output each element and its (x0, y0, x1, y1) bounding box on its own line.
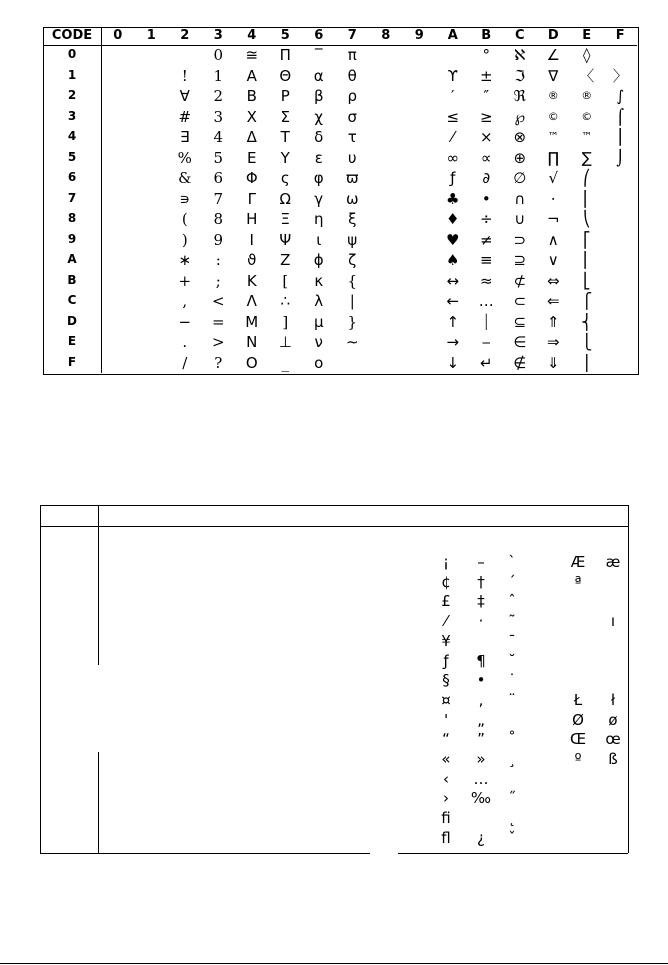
column-header: F (615, 28, 625, 43)
table-cell: | (349, 292, 355, 310)
table-cell: ∪ (514, 210, 526, 228)
table2-cell: Œ (569, 730, 587, 749)
row-header: 0 (67, 47, 77, 61)
table-cell: ⊥ (278, 333, 292, 351)
column-header: 5 (280, 28, 290, 43)
table-cell: ↑ (446, 312, 460, 331)
table-cell: φ (313, 169, 324, 187)
table-cell: # (178, 107, 192, 126)
table-cell: = (211, 312, 225, 331)
table-cell: Ψ (279, 230, 292, 249)
table-cell: Σ (280, 107, 290, 126)
table-cell: Η (246, 210, 258, 228)
table2-cell: º (574, 750, 582, 768)
table2-cell: ª (574, 572, 582, 591)
table-cell: η (313, 210, 324, 228)
table-cell: 3 (213, 107, 224, 126)
table-cell: [ (282, 271, 289, 290)
table-cell: ″ (483, 87, 490, 105)
table-cell: 9 (213, 230, 224, 249)
table-cell: 〈 (579, 66, 595, 85)
table2-cell: Ł (573, 690, 583, 709)
table2-cell: ‰ (470, 789, 492, 808)
table2-cell: „ (477, 710, 485, 729)
table-cell: κ (314, 271, 324, 290)
row-header: 9 (67, 231, 77, 246)
row-header: 8 (67, 211, 77, 225)
table2-cell: ¥ (441, 631, 451, 650)
table-cell: ⊃ (513, 230, 527, 249)
table2-cell: ¯ (508, 631, 516, 650)
table-cell: ∫ (616, 87, 625, 105)
table-cell: ∉ (513, 353, 527, 372)
table-cell: 8 (213, 210, 224, 228)
column-header: 1 (146, 28, 156, 43)
table-cell: ϑ (247, 251, 257, 269)
table-cell: ⇐ (546, 292, 560, 310)
table-cell: ∃ (180, 128, 190, 146)
table-cell: Α (246, 66, 257, 85)
table-cell: ∈ (513, 333, 527, 351)
table-cell: ω (345, 189, 359, 208)
table-cell: δ (314, 128, 324, 146)
table2-cell: ¶ (476, 651, 486, 670)
table-cell: Κ (246, 271, 257, 290)
table-cell: ⊇ (513, 251, 527, 269)
table-cell: ⎮ (616, 128, 625, 146)
table-cell: ⎯ (482, 333, 490, 351)
table-cell: Β (246, 87, 257, 105)
table-cell: θ (347, 66, 357, 85)
table-cell: 2 (213, 87, 224, 105)
table-cell: Ω (279, 189, 291, 208)
table-cell: ◊ (583, 46, 591, 64)
table2-bottom-rule-left (40, 853, 370, 854)
table-cell: ≥ (479, 107, 493, 126)
table-cell: Δ (246, 128, 257, 146)
table-cell: ϒ (447, 66, 458, 85)
table-cell: Χ (246, 107, 257, 126)
table-cell: ° (482, 46, 490, 64)
column-header: A (447, 28, 458, 43)
table-cell: ⁄ (451, 128, 454, 146)
table-cell: ⇓ (546, 353, 560, 372)
row-header: A (67, 252, 77, 266)
table-cell: ↵ (479, 353, 493, 372)
column-header: 4 (247, 28, 257, 43)
table-cell: ⎨ (581, 312, 593, 331)
table-cell: ⊄ (513, 271, 527, 290)
table2-top-rule (40, 505, 628, 506)
table-cell: / (182, 353, 188, 372)
table-cell: & (178, 169, 192, 187)
table-cell: ψ (347, 230, 358, 249)
table-cell: ⎛ (583, 169, 591, 187)
table2-cell: ˇ (508, 828, 516, 847)
table-cell: Τ (280, 128, 290, 146)
table-cell: ⎣ (583, 271, 591, 290)
table-cell: ÷ (479, 210, 493, 228)
table-cell: × (479, 128, 493, 146)
table-cell: χ (314, 107, 324, 126)
table2-cell: ł (610, 690, 616, 709)
column-header: 0 (113, 28, 123, 43)
table-cell: ♦ (446, 210, 460, 228)
table-cell: Φ (245, 169, 258, 187)
table-cell: ρ (347, 87, 358, 105)
table-cell: ∴ (280, 292, 291, 310)
code-header: CODE (51, 28, 93, 43)
label-column-rule (101, 27, 102, 373)
table-cell: ♥ (446, 230, 460, 249)
table-cell: ϖ (345, 169, 359, 187)
table2-cell: “ (442, 730, 450, 749)
page-bottom-rule (0, 963, 668, 964)
table-cell: ™ (581, 130, 593, 143)
column-header: 6 (314, 28, 324, 43)
table-cell: ∑ (581, 148, 592, 167)
row-header: D (67, 313, 77, 328)
table-cell: ⎝ (583, 210, 591, 228)
table2-cell: £ (441, 592, 451, 611)
table-cell: … (478, 292, 494, 310)
table-cell: ± (479, 66, 493, 85)
table-cell: ⇒ (546, 333, 560, 351)
table-cell: < (211, 292, 225, 310)
column-header: D (547, 28, 559, 43)
table-cell: ↔ (446, 271, 460, 290)
table-cell: ∅ (513, 169, 527, 187)
table-cell: ™ (547, 130, 559, 143)
table-cell: ℘ (514, 107, 525, 126)
table2-cell: … (473, 769, 489, 788)
table-cell: β (313, 87, 324, 105)
table-cell: ® (581, 89, 593, 102)
table-cell: ⎢ (583, 251, 591, 269)
table2-cell: † (477, 572, 485, 591)
table-cell: ′ (451, 87, 455, 105)
table-cell: ≠ (479, 230, 493, 249)
table-cell: , (182, 292, 188, 310)
table-cell: ⌠ (616, 107, 625, 126)
table-cell: ξ (348, 210, 357, 228)
table-cell: . (182, 333, 188, 351)
table-cell: 1 (213, 66, 224, 85)
table2-right-rule (628, 505, 629, 853)
table-cell: ⊕ (513, 148, 527, 167)
table-cell: 5 (213, 148, 224, 167)
table-cell: ∀ (179, 87, 190, 105)
table-cell: ♣ (446, 189, 460, 208)
table-cell: ⎩ (581, 333, 593, 351)
table-cell: ¬ (546, 210, 560, 228)
table-cell: % (177, 148, 192, 167)
table-cell: Ο (245, 353, 258, 372)
table-cell: ο (314, 353, 324, 372)
table-cell: ⇔ (546, 271, 560, 290)
table-cell: Π (279, 46, 291, 64)
column-header: B (481, 28, 492, 43)
table2-cell: ‹ (443, 769, 449, 788)
table-cell: Μ (245, 312, 259, 331)
table-cell: Ρ (280, 87, 290, 105)
table2-cell: ƒ (443, 651, 449, 670)
table-cell: { (347, 271, 358, 290)
table-cell: + (178, 271, 192, 290)
row-header: 3 (67, 108, 77, 123)
table-cell: ! (181, 66, 188, 85)
table-cell: Ξ (280, 210, 290, 228)
table-cell: 7 (213, 189, 224, 208)
table-cell: ℵ (514, 46, 526, 64)
table-cell: 4 (213, 128, 224, 146)
table-cell: ∠ (546, 46, 560, 64)
table-cell: ⎪ (581, 353, 593, 372)
table-cell: ℜ (513, 87, 526, 105)
table-cell: → (446, 333, 460, 351)
table-cell: } (347, 312, 358, 331)
table-cell: _ (281, 353, 289, 372)
row-header: B (67, 272, 77, 287)
table2-cell: ¡ (442, 553, 449, 571)
column-header: 7 (347, 28, 357, 43)
table-cell: ⇑ (546, 312, 560, 331)
table-cell: ≈ (479, 271, 493, 290)
table2-cell: ø (608, 710, 618, 729)
table-cell: ⌡ (616, 148, 625, 167)
table2-cell: ˆ (508, 592, 516, 611)
table2-cell: ˙ (508, 671, 516, 690)
table-cell: ∩ (514, 189, 526, 208)
row-header: E (67, 334, 77, 348)
table-cell: ( (181, 210, 188, 228)
row-header: 5 (67, 149, 77, 164)
table-cell: Ζ (280, 251, 291, 269)
table-cell: ? (214, 353, 223, 372)
table2-cell: ` (508, 553, 516, 571)
table-cell: ; (215, 271, 221, 290)
table2-bottom-rule-right (398, 853, 628, 854)
table2-cell: – (477, 553, 485, 571)
table-cell: υ (347, 148, 357, 167)
column-header: 2 (180, 28, 190, 43)
table-cell: ⊗ (513, 128, 527, 146)
table-cell: Γ (247, 189, 256, 208)
table-cell: π (347, 46, 357, 64)
table2-cell: æ (605, 553, 621, 571)
row-header: 2 (67, 88, 77, 102)
table2-cell: Æ (570, 553, 586, 571)
table2-cell: ˝ (508, 789, 516, 808)
table-cell: ) (181, 230, 188, 249)
table-cell: λ (314, 292, 324, 310)
table-cell: • (481, 189, 491, 208)
table-cell: ⎧ (581, 292, 593, 310)
column-header: E (582, 28, 592, 43)
table-cell: γ (314, 189, 324, 208)
table2-cell: , (478, 690, 484, 709)
column-header: 3 (213, 28, 223, 43)
table2-cell: ¿ (477, 828, 485, 847)
table-cell: 〉 (612, 66, 628, 85)
table-cell: √ (548, 169, 559, 187)
table-cell: ≅ (245, 46, 259, 64)
table2-header-rule (40, 526, 628, 527)
row-header: 1 (67, 67, 77, 82)
table2-cell: » (476, 750, 486, 768)
table2-cell: · (478, 612, 484, 631)
table-cell: − (178, 312, 192, 331)
column-header: C (514, 28, 525, 43)
table-cell: ∞ (446, 148, 459, 167)
table-cell: ⊆ (513, 312, 527, 331)
table-cell: ∼ (345, 333, 359, 351)
table-cell: ] (282, 312, 289, 331)
table2-cell: ¤ (441, 690, 451, 709)
table-cell: ↓ (446, 353, 460, 372)
column-header: 9 (414, 28, 424, 43)
table-cell: ≡ (479, 251, 493, 269)
table2-cell: œ (605, 730, 621, 749)
table-cell: τ (347, 128, 357, 146)
column-header: 8 (381, 28, 391, 43)
table-cell: ‾ (315, 46, 323, 64)
table-cell: σ (347, 107, 357, 126)
table-cell: ∗ (178, 251, 192, 269)
table-cell: Ι (249, 230, 254, 249)
row-header: 6 (67, 170, 77, 184)
table2-cell: « (441, 750, 451, 768)
table-cell: ε (314, 148, 323, 167)
table2-cell: ß (608, 750, 618, 768)
table-cell: Θ (279, 66, 292, 85)
table2-cell: ¨ (508, 690, 516, 709)
table2-cell: ˛ (508, 809, 516, 828)
table-cell: Λ (246, 292, 257, 310)
table-cell: Ε (247, 148, 257, 167)
table2-label-rule-upper (98, 505, 99, 665)
table-cell: ∏ (547, 148, 559, 167)
table-cell: 6 (213, 169, 224, 187)
row-header: 4 (67, 129, 77, 143)
table-cell: ∝ (480, 148, 492, 167)
table-cell: ∧ (547, 230, 559, 249)
table2-cell: ˜ (508, 612, 516, 631)
table2-cell: ‡ (477, 592, 485, 611)
table2-cell: ı (610, 612, 616, 631)
row-header: F (67, 354, 77, 369)
table-cell: ς (280, 169, 290, 187)
row-header: C (67, 293, 77, 307)
table-cell: ⎜ (583, 189, 591, 208)
table2-cell: ﬂ (441, 828, 451, 847)
table-cell: Υ (280, 148, 290, 167)
table2-cell: › (443, 789, 449, 808)
table2-left-rule (40, 505, 41, 853)
table-cell: ⏐ (482, 312, 491, 331)
table-cell: ∂ (482, 169, 491, 187)
table2-cell: • (476, 671, 486, 690)
table-cell: ∨ (547, 251, 559, 269)
table2-cell: Ø (572, 710, 584, 729)
table2-cell: ¸ (508, 750, 516, 768)
table-cell: ϕ (313, 251, 324, 269)
table2-cell: § (442, 671, 450, 690)
table-cell: ⋅ (550, 189, 556, 208)
table2-cell: ﬁ (441, 809, 451, 828)
table-cell: : (215, 251, 221, 269)
table-cell: ♠ (446, 251, 460, 269)
table-cell: ® (547, 89, 559, 102)
table-cell: © (547, 109, 559, 123)
table2-cell: ' (443, 710, 449, 729)
table-cell: μ (313, 312, 324, 331)
table2-cell: ” (477, 730, 485, 749)
table-cell: ƒ (450, 169, 456, 187)
table-cell: > (211, 333, 225, 351)
table-cell: ∇ (548, 66, 559, 85)
table2-cell: ⁄ (444, 612, 448, 631)
table-cell: ζ (348, 251, 357, 269)
table2-cell: ¢ (441, 572, 451, 591)
table-cell: 0 (213, 46, 224, 64)
table-cell: ∍ (179, 189, 191, 208)
table-cell: α (313, 66, 324, 85)
table-cell: ν (314, 333, 323, 351)
table-cell: ≤ (446, 107, 460, 126)
table2-cell: ´ (508, 572, 516, 591)
table-cell: ⊂ (513, 292, 527, 310)
table-cell: © (581, 109, 593, 123)
row-header: 7 (67, 190, 77, 205)
table-cell: ι (316, 230, 322, 249)
table-cell: Ν (246, 333, 258, 351)
table2-cell: ˘ (508, 651, 516, 670)
table-cell: ← (446, 292, 460, 310)
table2-cell: ˚ (508, 730, 516, 749)
table-cell: ⎡ (583, 230, 591, 249)
table2-label-rule-lower (98, 752, 99, 853)
table-cell: ℑ (514, 66, 525, 85)
